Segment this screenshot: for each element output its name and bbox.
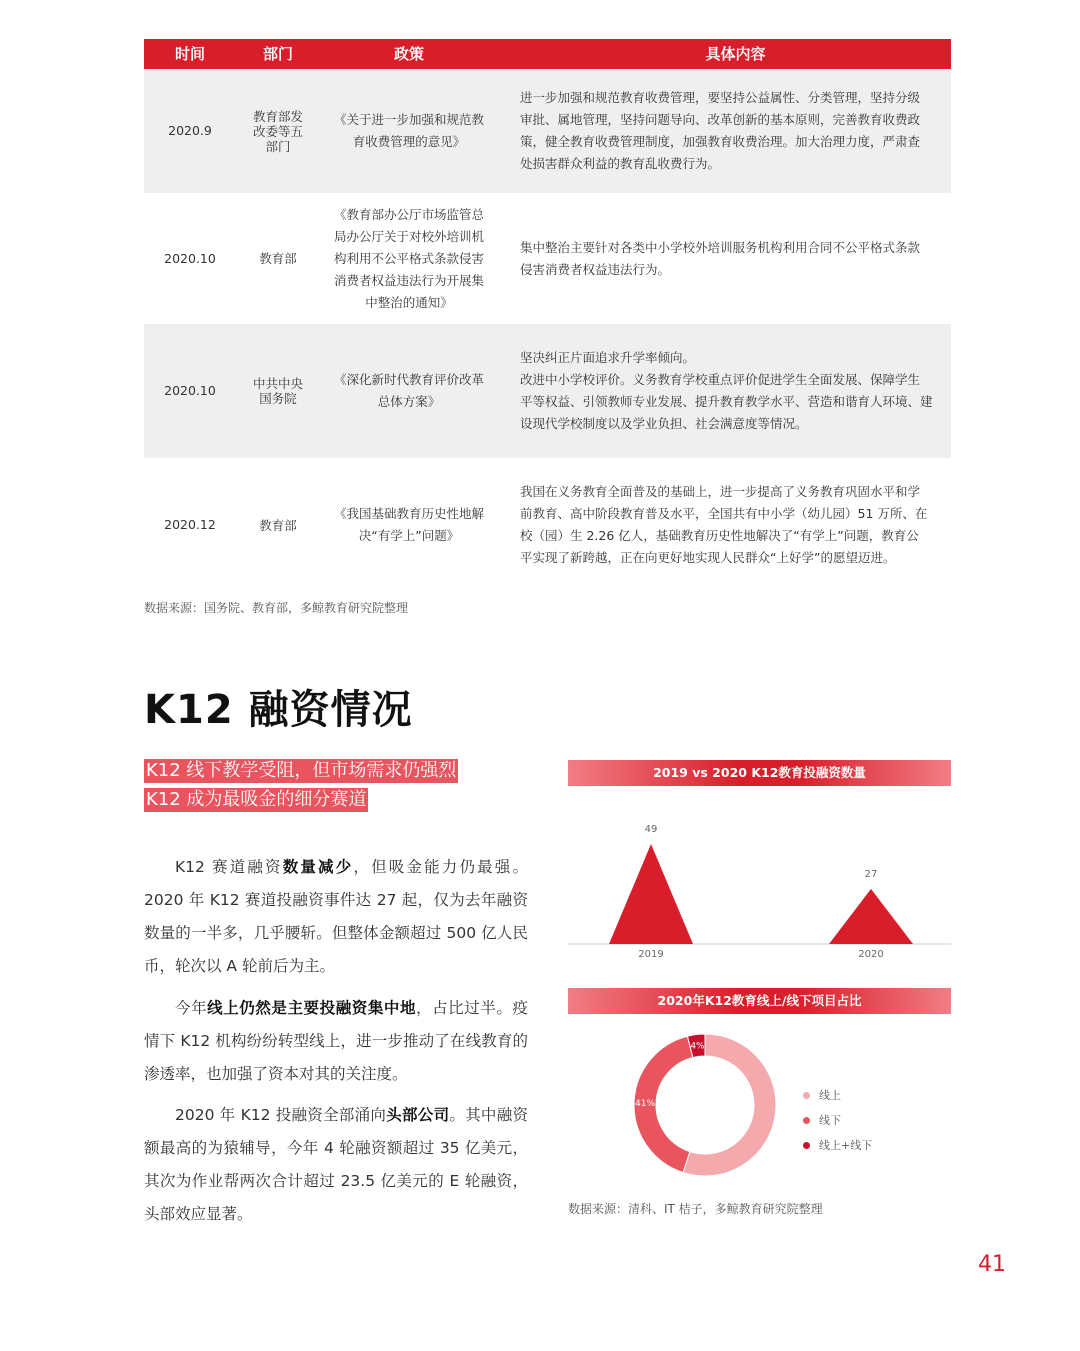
- cell-policy-line: 消费者权益违法行为开展集: [333, 272, 484, 288]
- cell-policy-line: 总体方案》: [377, 394, 441, 409]
- paragraph-2: [144, 992, 528, 1091]
- cell-content-line: 进一步加强和规范教育收费管理，要坚持公益属性、分类管理，坚持分级: [520, 90, 921, 105]
- cell-dept-line: 国务院: [259, 391, 297, 406]
- cell-content-line: 设现代学校制度以及学业负担、社会满意度等情况。: [520, 416, 808, 431]
- cell-dept-line: 中共中央: [252, 376, 303, 391]
- x-tick-label: 2019: [638, 949, 664, 960]
- cell-policy-line: 局办公厅关于对校外培训机: [333, 228, 484, 244]
- cell-policy-line: 《深化新时代教育评价改革: [333, 372, 484, 387]
- legend-item-offline: [803, 1108, 872, 1133]
- cell-time-line: 2020.10: [164, 383, 216, 398]
- page-number: 41: [978, 1252, 1006, 1277]
- cell-policy-line: 构利用不公平格式条款侵害: [333, 250, 484, 266]
- cell-policy: [320, 324, 498, 458]
- table-row: [144, 193, 951, 324]
- cell-policy: [320, 193, 498, 324]
- paragraph-text: 2020 年 K12 投融资全部涌向: [175, 1106, 387, 1124]
- cell-content-line: 审批、属地管理，坚持问题导向、改革创新的基本原则，完善教育收费政: [520, 112, 921, 127]
- cell-dept: [236, 69, 320, 193]
- cell-policy-line: 《我国基础教育历史性地解: [333, 506, 484, 521]
- cell-time: [144, 458, 236, 592]
- paragraph-text: 今年: [175, 999, 208, 1017]
- cell-content-line: 坚决纠正片面追求升学率倾向。: [520, 350, 696, 365]
- cell-content-line: 前教育、高中阶段教育普及水平，全国共有中小学（幼儿园）51 万所、在: [520, 506, 928, 521]
- legend-item-online: [803, 1083, 872, 1108]
- bar-2020: [829, 889, 913, 944]
- header-policy: 政策: [393, 45, 424, 63]
- cell-content-line: 平实现了新跨越，正在向更好地实现人民群众“上好学”的愿望迈进。: [520, 550, 896, 565]
- cell-dept-line: 教育部: [259, 251, 297, 266]
- legend-dot: [803, 1117, 810, 1124]
- cell-time: [144, 324, 236, 458]
- cell-time: [144, 69, 236, 193]
- slice-label: 4%: [690, 1041, 705, 1052]
- cell-policy-line: 《教育部办公厅市场监管总: [333, 206, 484, 222]
- cell-dept-line: 改委等五: [252, 123, 303, 139]
- cell-dept-line: 教育部发: [252, 108, 303, 124]
- cell-dept: [236, 458, 320, 592]
- cell-policy-line: 《关于进一步加强和规范教: [333, 112, 484, 127]
- emphasis-text: 头部公司: [386, 1106, 450, 1124]
- data-label: 49: [644, 824, 658, 835]
- table-header: [144, 39, 951, 69]
- legend-item-mixed: [803, 1133, 872, 1158]
- highlight-1: K12 线下教学受阻，但市场需求仍强烈: [146, 760, 457, 781]
- table-row: [144, 324, 951, 458]
- donut-chart: [630, 1030, 780, 1180]
- header-dept: 部门: [262, 45, 293, 63]
- highlight-2: K12 成为最吸金的细分赛道: [146, 789, 367, 810]
- cell-policy: [320, 458, 498, 592]
- cell-policy-line: 决“有学上”问题》: [358, 528, 460, 543]
- x-tick-label: 2020: [858, 949, 884, 960]
- cell-policy-line: 育收费管理的意见》: [352, 134, 466, 149]
- cell-policy-line: 中整治的通知》: [365, 294, 453, 310]
- cell-dept: [236, 193, 320, 324]
- section-title: K12 融资情况: [144, 687, 413, 733]
- header-time: 时间: [174, 45, 205, 63]
- bar-chart: [568, 790, 951, 965]
- table-source: 数据来源：国务院、教育部，多鲸教育研究院整理: [144, 601, 409, 615]
- cell-content-line: 侵害消费者权益违法行为。: [520, 261, 671, 277]
- cell-content: [520, 193, 940, 324]
- cell-time: [144, 193, 236, 324]
- donut-chart-title: 2020年K12教育线上/线下项目占比: [568, 988, 951, 1014]
- emphasis-text: 线上仍然是主要投融资集中地: [207, 999, 417, 1017]
- cell-content: [520, 324, 940, 458]
- paragraph-text: ，占比过半。疫情下 K12 机构纷纷转型线上，进一步推动了在线教育的渗透率，也加强了资本对其的关注度。: [144, 999, 528, 1083]
- legend-label: 线上+线下: [819, 1138, 873, 1152]
- slice-label: 41%: [635, 1099, 656, 1110]
- cell-content-line: 集中整治主要针对各类中小学校外培训服务机构利用合同不公平格式条款: [520, 239, 921, 255]
- cell-time-line: 2020.12: [164, 517, 216, 532]
- legend-label: 线下: [819, 1113, 841, 1127]
- cell-dept: [236, 324, 320, 458]
- bar-2019: [609, 844, 693, 944]
- paragraph-text: K12 赛道融资: [175, 858, 283, 876]
- cell-content-line: 我国在义务教育全面普及的基础上，进一步提高了义务教育巩固水平和学: [520, 484, 921, 499]
- bar-chart-title: 2019 vs 2020 K12教育投融资数量: [568, 760, 951, 786]
- cell-content-line: 策，健全教育收费管理制度，加强教育收费治理。加大治理力度，严肃查: [520, 134, 921, 149]
- emphasis-text: 数量减少: [282, 858, 354, 876]
- paragraph-3: [144, 1099, 528, 1231]
- data-label: 27: [864, 868, 878, 880]
- cell-dept-line: 部门: [265, 138, 291, 154]
- cell-content: [520, 458, 940, 592]
- table-row: [144, 69, 951, 193]
- cell-content-line: 处损害群众利益的教育乱收费行为。: [520, 156, 721, 171]
- paragraph-text: 。其中融资额最高的为猿辅导，今年 4 轮融资额超过 35 亿美元，其次为作业帮两次合计超过 23.5 亿美元的 E 轮融资，头部效应显著。: [144, 1106, 528, 1223]
- header-content: 具体内容: [705, 45, 766, 63]
- cell-time-line: 2020.10: [164, 250, 216, 266]
- legend-label: 线上: [819, 1088, 841, 1102]
- cell-content-line: 校（园）生 2.26 亿人，基础教育历史性地解决了“有学上”问题，教育公: [520, 528, 919, 543]
- cell-policy: [320, 69, 498, 193]
- cell-content-line: 改进中小学校评价。义务教育学校重点评价促进学生全面发展、保障学生: [520, 372, 921, 387]
- cell-time-line: 2020.9: [168, 123, 212, 138]
- paragraph-1: [144, 851, 528, 983]
- legend-dot: [803, 1092, 810, 1099]
- legend-dot: [803, 1142, 810, 1149]
- donut-legend: [803, 1083, 872, 1158]
- cell-content: [520, 69, 940, 193]
- cell-dept-line: 教育部: [259, 517, 297, 533]
- cell-content-line: 平等权益、引领教师专业发展、提升教育教学水平、营造和谐育人环境、建: [520, 394, 933, 409]
- table-row: [144, 458, 951, 592]
- chart-source: 数据来源：清科、IT 桔子，多鲸教育研究院整理: [568, 1202, 823, 1216]
- paragraph-text: ，但吸金能力仍最强。2020 年 K12 赛道投融资事件达 27 起，仅为去年融资数量的一半多，几乎腰斩。但整体金额超过 500 亿人民币，轮次以 A 轮前后为主。: [144, 858, 528, 975]
